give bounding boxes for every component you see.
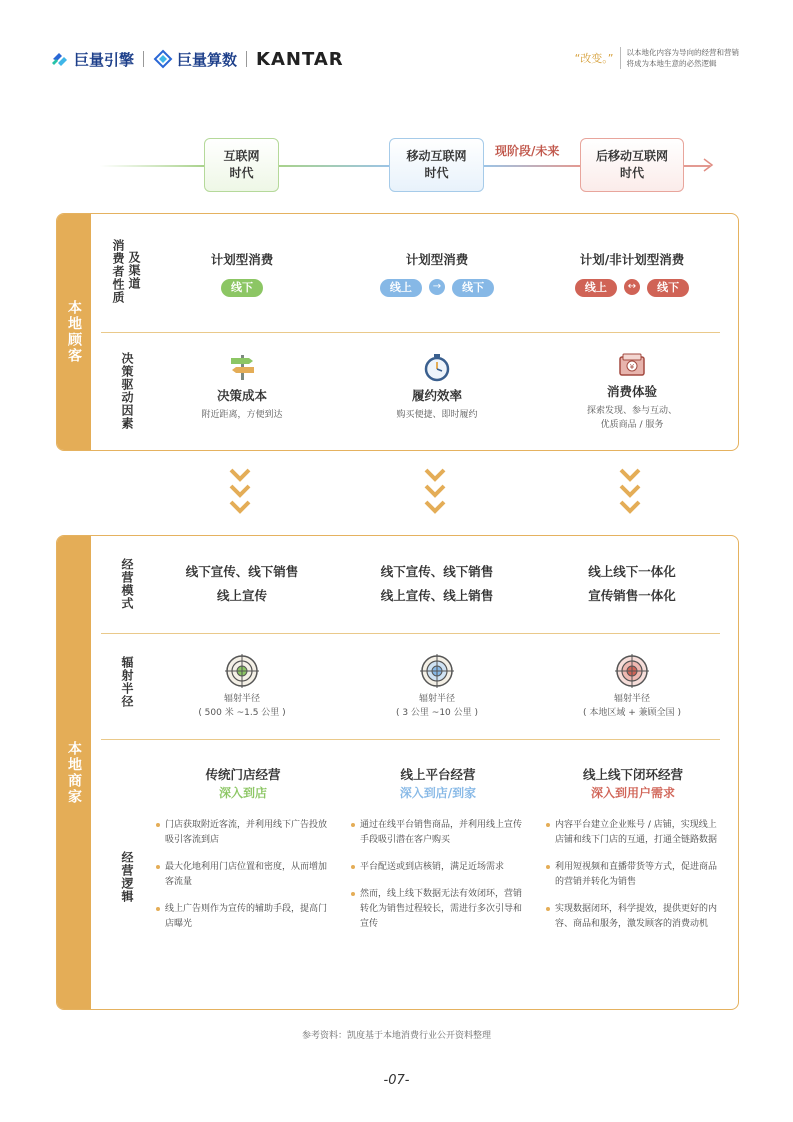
timeline-line-mid — [279, 165, 390, 167]
customer-col-3 — [557, 248, 707, 297]
logic-bullets — [545, 818, 721, 932]
list-item: 内容平台建立企业账号 / 店铺，实现线上店铺和线下门店的互通，打通全链路数据 — [545, 818, 721, 848]
mode-line1: 线上线下一体化 — [588, 564, 676, 579]
consume-type: 计划型消费 — [210, 252, 274, 267]
radius-value: ( 本地区域 + 兼顾全国 ) — [582, 708, 681, 718]
row-label-decision-driver: 决策驱动因素 — [120, 352, 134, 430]
chevrons-down-icon — [618, 466, 642, 522]
logic-subtitle: 深入到店 — [218, 786, 267, 800]
logic-title: 线上平台经营 — [400, 767, 476, 782]
list-item: 门店获取附近客流，并利用线下广告投放吸引客流到店 — [155, 818, 331, 848]
chevrons-down-icon — [228, 466, 252, 522]
tagline-quote: “改变。” — [574, 52, 614, 65]
pill-offline: 线下 — [647, 279, 689, 297]
merchant-divider-1 — [101, 633, 720, 634]
section-local-customer — [56, 213, 739, 451]
merchant-divider-2 — [101, 739, 720, 740]
tagline-divider — [620, 47, 621, 69]
consume-type: 计划型消费 — [405, 252, 469, 267]
era-post-mobile — [580, 138, 684, 192]
customer-driver-col-1 — [167, 352, 317, 422]
era-internet — [204, 138, 279, 192]
radius-title: 辐射半径 — [613, 694, 650, 704]
logic-title: 传统门店经营 — [205, 767, 281, 782]
header-separator — [246, 51, 247, 67]
source-note: 参考资料：凯度基于本地消费行业公开资料整理 — [301, 1031, 491, 1041]
consume-type: 计划/非计划型消费 — [579, 252, 685, 267]
brand-ocean-math — [153, 49, 237, 70]
mode-line1: 线下宣传、线下销售 — [380, 564, 494, 579]
list-item: 实现数据闭环，科学提效，提供更好的内容、商品和服务，激发顾客的消费动机 — [545, 902, 721, 932]
radius-value: ( 3 公里 ~10 公里 ) — [395, 708, 479, 718]
merchant-mode-col-1 — [167, 560, 317, 608]
merchant-logic-col-2 — [350, 766, 526, 944]
list-item: 线上广告则作为宣传的辅助手段，提高门店曝光 — [155, 902, 331, 932]
logic-subtitle: 深入到用户需求 — [590, 786, 675, 800]
tagline-line2: 将成为本地生意的必然逻辑 — [626, 59, 717, 68]
row-label-consumer-nature-b: 及渠道 — [127, 251, 141, 290]
pill-offline: 线下 — [452, 279, 494, 297]
header — [50, 44, 344, 74]
driver-title: 决策成本 — [216, 388, 267, 403]
timeline-line-right — [484, 165, 580, 167]
merchant-radius-col-2 — [362, 654, 512, 720]
logic-subtitle: 深入到店/到家 — [399, 786, 477, 800]
merchant-logic-col-3 — [545, 766, 721, 944]
mode-line2: 线上宣传 — [216, 588, 267, 603]
tagline-text — [627, 47, 740, 69]
brand2-text: 巨量算数 — [177, 50, 238, 69]
list-item: 通过在线平台销售商品，并利用线上宣传手段吸引潜在客户购买 — [350, 818, 526, 848]
radius-title: 辐射半径 — [223, 694, 260, 704]
tagline-line1: 以本地化内容为导向的经营和营销 — [626, 48, 739, 57]
era-mobile-label: 移动互联网 时代 — [406, 149, 467, 180]
stopwatch-icon — [422, 352, 452, 382]
merchant-mode-col-3 — [557, 560, 707, 608]
merchant-radius-col-1 — [167, 654, 317, 720]
brand1-text: 巨量引擎 — [74, 50, 135, 69]
arrow-both-icon: ↔ — [624, 279, 640, 295]
pill-offline: 线下 — [221, 279, 263, 297]
list-item: 利用短视频和直播带货等方式，促进商品的营销并转化为销售 — [545, 860, 721, 890]
driver-desc: 附近距离，方便到达 — [201, 410, 283, 420]
merchant-title: 本地商家 — [66, 740, 82, 805]
logic-bullets — [155, 818, 331, 932]
pill-online: 线上 — [575, 279, 617, 297]
customer-title: 本地顾客 — [66, 300, 82, 364]
row-label-consumer-nature-a: 消费者性质 — [111, 239, 125, 304]
radius-title: 辐射半径 — [418, 694, 455, 704]
mode-line1: 线下宣传、线下销售 — [185, 564, 299, 579]
list-item: 最大化地利用门店位置和密度，从而增加客流量 — [155, 860, 331, 890]
era-current-label: 现阶段/未来 — [495, 144, 560, 158]
row-label-business-logic: 经营逻辑 — [120, 851, 134, 903]
pill-online: 线上 — [380, 279, 422, 297]
customer-driver-col-3 — [557, 352, 707, 432]
row-label-business-mode: 经营模式 — [120, 558, 134, 610]
logic-title: 线上线下闭环经营 — [582, 767, 683, 782]
row-label-consumer-nature — [111, 239, 141, 314]
customer-col-1 — [167, 248, 317, 297]
header-tagline — [575, 47, 739, 69]
mode-line2: 线上宣传、线上销售 — [380, 588, 494, 603]
header-separator — [143, 51, 144, 67]
mode-line2: 宣传销售一体化 — [588, 588, 676, 603]
list-item: 平台配送或到店核销，满足近场需求 — [350, 860, 526, 875]
arrow-right-icon: → — [429, 279, 445, 295]
customer-driver-col-2 — [362, 352, 512, 422]
era-post-mobile-label: 后移动互联网 时代 — [595, 149, 668, 180]
brand-kantar: KANTAR — [256, 48, 344, 70]
driver-title: 履约效率 — [411, 388, 462, 403]
page-number: -07- — [383, 1073, 410, 1088]
brand-ocean-engine — [50, 49, 134, 70]
signpost-icon — [227, 352, 257, 382]
timeline-line-left — [100, 165, 204, 167]
radar-target-icon — [615, 654, 649, 688]
merchant-mode-col-2 — [362, 560, 512, 608]
era-internet-label: 互联网 时代 — [223, 149, 260, 180]
era-mobile-internet — [389, 138, 484, 192]
timeline-arrow-icon — [700, 157, 716, 173]
customer-divider — [101, 332, 720, 333]
ocean-math-logo-icon — [153, 49, 173, 69]
section-local-merchant — [56, 535, 739, 1010]
logic-bullets — [350, 818, 526, 932]
driver-desc: 购买便捷、即时履约 — [396, 410, 478, 420]
customer-col-2 — [362, 248, 512, 297]
merchant-radius-col-3 — [557, 654, 707, 720]
chevrons-down-icon — [423, 466, 447, 522]
merchant-side-band — [57, 536, 91, 1009]
ocean-engine-logo-icon — [50, 49, 70, 69]
list-item: 然而，线上线下数据无法有效闭环，营销转化为销售过程较长，需进行多次引导和宣传 — [350, 887, 526, 932]
radar-target-icon — [420, 654, 454, 688]
radius-value: ( 500 米 ~1.5 公里 ) — [198, 708, 286, 718]
driver-title: 消费体验 — [606, 384, 657, 399]
ticket-icon — [617, 352, 647, 378]
row-label-radius: 辐射半径 — [120, 656, 134, 708]
driver-desc: 探索发现、参与互动、 优质商品 / 服务 — [586, 406, 677, 430]
merchant-logic-col-1 — [155, 766, 331, 944]
radar-target-icon — [225, 654, 259, 688]
customer-side-band — [57, 214, 91, 450]
svg-text:¥: ¥ — [629, 363, 635, 371]
